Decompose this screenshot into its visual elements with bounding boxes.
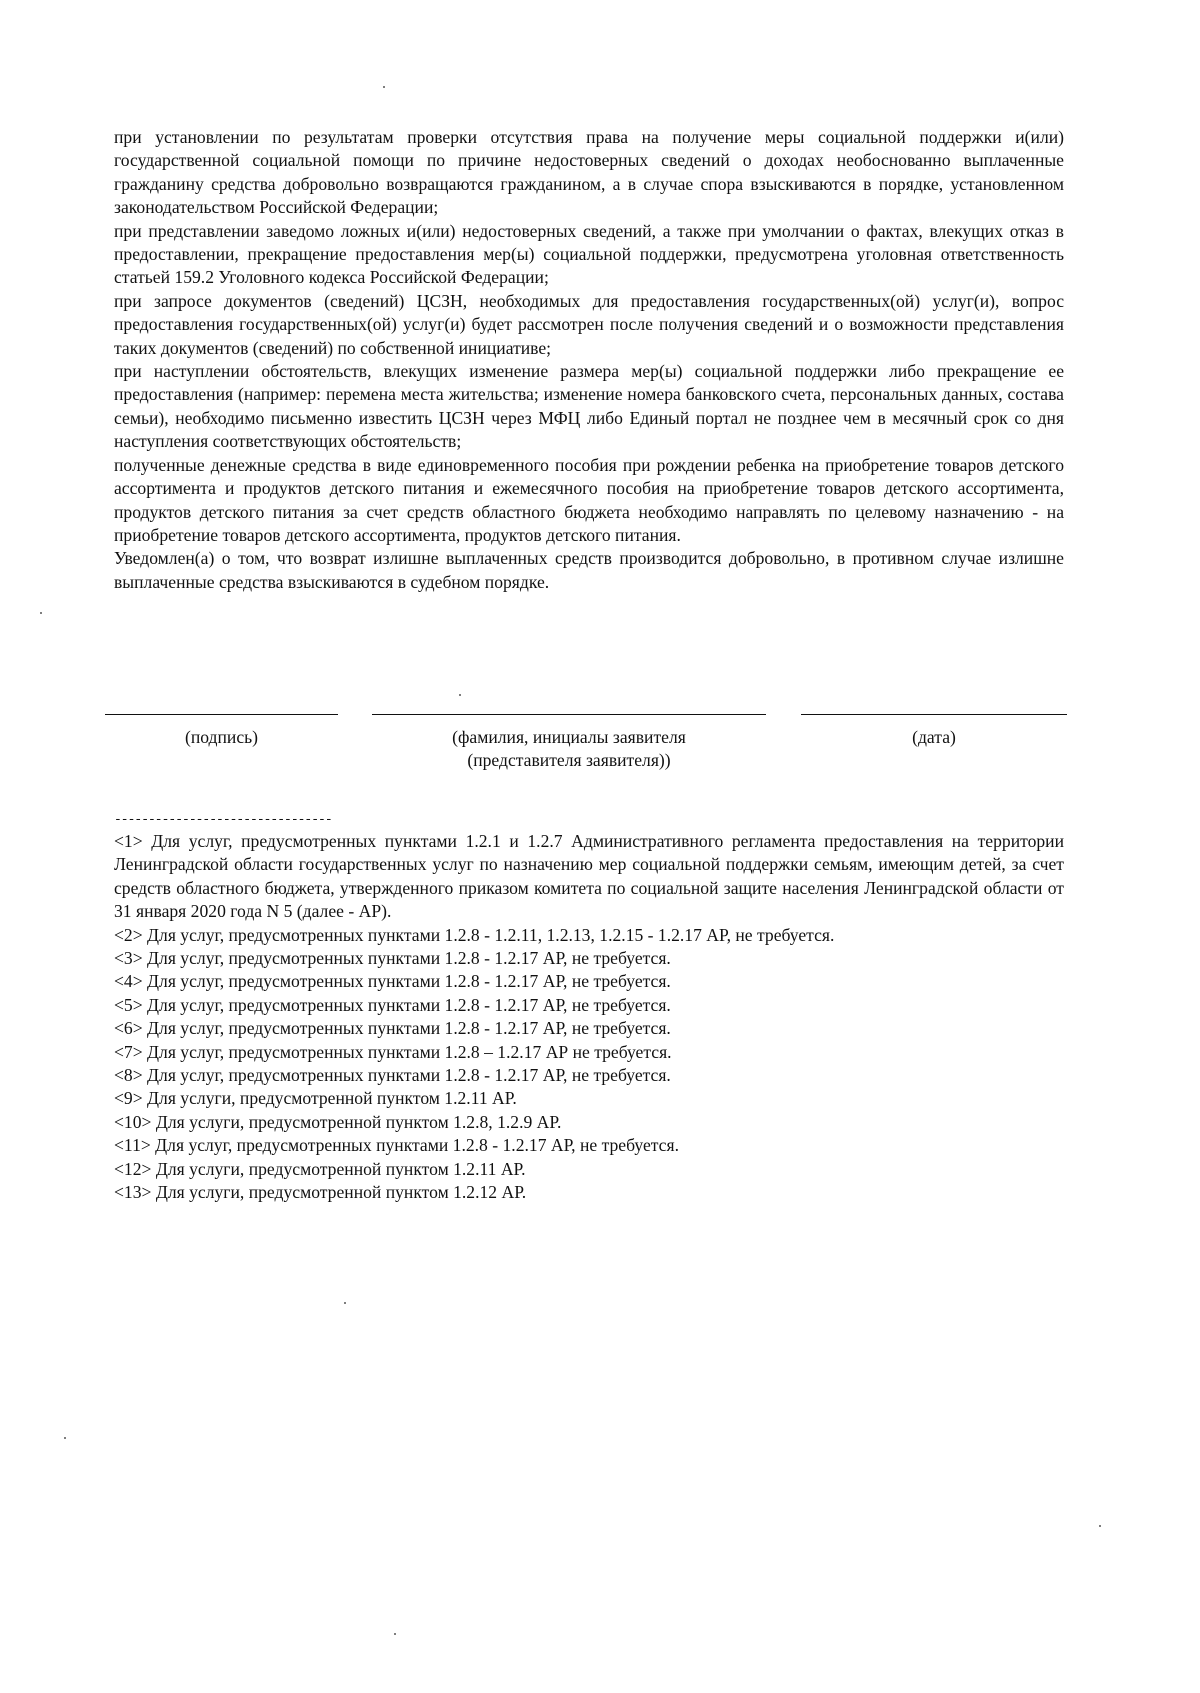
- footnote-item: <11> Для услуг, предусмотренных пунктами 1.2.8 - 1.2.17 АР, не требуется.: [114, 1135, 679, 1156]
- name-label: [372, 726, 766, 772]
- scan-speck: [459, 694, 461, 696]
- footnote-item: <9> Для услуги, предусмотренной пунктом 1.2.11 АР.: [114, 1088, 517, 1109]
- footnote-item: <4> Для услуг, предусмотренных пунктами 1.2.8 - 1.2.17 АР, не требуется.: [114, 971, 671, 992]
- name-label-line-2: (представителя заявителя)): [467, 750, 671, 770]
- scan-speck: [1099, 1525, 1101, 1527]
- scan-speck: [40, 612, 42, 614]
- footnote-item: <10> Для услуги, предусмотренной пунктом 1.2.8, 1.2.9 АР.: [114, 1111, 562, 1132]
- footnote-item: <7> Для услуг, предусмотренных пунктами 1.2.8 – 1.2.17 АР не требуется.: [114, 1041, 672, 1062]
- paragraph-acknowledgement: Уведомлен(а) о том, что возврат излишне выплаченных средств производится добровольно, в противном случае излишне выплаченные средства взыскиваются в судебном порядке.: [114, 548, 1064, 592]
- footnote-item: <2> Для услуг, предусмотренных пунктами 1.2.8 - 1.2.11, 1.2.13, 1.2.15 - 1.2.17 АР, не требуется.: [114, 924, 835, 945]
- footnote-item: <3> Для услуг, предусмотренных пунктами 1.2.8 - 1.2.17 АР, не требуется.: [114, 948, 671, 969]
- footnote-item: <13> Для услуги, предусмотренной пунктом 1.2.12 АР.: [114, 1182, 527, 1203]
- footnote-item: <8> Для услуг, предусмотренных пунктами 1.2.8 - 1.2.17 АР, не требуется.: [114, 1065, 671, 1086]
- footnote-item: <12> Для услуги, предусмотренной пунктом 1.2.11 АР.: [114, 1158, 526, 1179]
- signature-label: (подпись): [184, 727, 259, 747]
- paragraph-change-notification: при наступлении обстоятельств, влекущих изменение размера мер(ы) социальной поддержки либо прекращение ее предоставления (например: перемена места жительства; изменение номера банковского счета, персональных данных, состава семьи), необходимо письменно известить ЦСЗН через МФЦ либо Единый портал не позднее чем в месячный срок со дня наступления соответствующих обстоятельств;: [114, 361, 1064, 452]
- footnotes-list: [114, 830, 1064, 1205]
- footnote-item: <1> Для услуг, предусмотренных пунктами 1.2.1 и 1.2.7 Административного регламента предоставления на территории Ленинградской области государственных услуг по назначению мер социальной поддержки семьям, имеющим детей, за счет средств областного бюджета, утвержденного приказом комитета по социальной защите населения Ленинградской области от 31 января 2020 года N 5 (далее - АР).: [114, 831, 1064, 922]
- scan-speck: [64, 1437, 66, 1439]
- footnote-separator: --------------------------------: [114, 812, 332, 827]
- paragraph-targeted-use: полученные денежные средства в виде единовременного пособия при рождении ребенка на приобретение товаров детского ассортимента и продуктов детского питания и ежемесячного пособия на приобретение товаров детского ассортимента, продуктов детского питания за счет средств областного бюджета необходимо направлять по целевому назначению - на приобретение товаров детского ассортимента, продуктов детского питания.: [114, 454, 1064, 545]
- paragraph-criminal-liability: при представлении заведомо ложных и(или) недостоверных сведений, а также при умолчании о фактах, влекущих отказ в предоставлении, прекращение предоставления мер(ы) социальной поддержки, предусмотрена уголовная ответственность статьей 159.2 Уголовного кодекса Российской Федерации;: [114, 220, 1064, 288]
- scan-speck: [394, 1633, 396, 1635]
- date-line: [801, 714, 1067, 715]
- paragraph-overpayment-return: при установлении по результатам проверки отсутствия права на получение меры социальной поддержки и(или) государственной социальной помощи по причине недостоверных сведений о доходах необоснованно выплаченные гражданину средства добровольно возвращаются гражданином, а в случае спора взыскиваются в порядке, установленном законодательством Российской Федерации;: [114, 127, 1064, 218]
- footnote-item: <6> Для услуг, предусмотренных пунктами 1.2.8 - 1.2.17 АР, не требуется.: [114, 1018, 671, 1039]
- scan-speck: [383, 86, 385, 88]
- scan-speck: [344, 1302, 346, 1304]
- date-label: (дата): [912, 727, 956, 747]
- footnote-item: <5> Для услуг, предусмотренных пунктами 1.2.8 - 1.2.17 АР, не требуется.: [114, 994, 671, 1015]
- notice-body: [114, 126, 1064, 594]
- signature-line: [105, 714, 338, 715]
- paragraph-document-request: при запросе документов (сведений) ЦСЗН, необходимых для предоставления государственных(ой) услуг(и), вопрос предоставления государственных(ой) услуг(и) будет рассмотрен после получения сведений и о возможности представления таких документов (сведений) по собственной инициативе;: [114, 290, 1064, 358]
- name-line: [372, 714, 766, 715]
- name-label-line-1: (фамилия, инициалы заявителя: [452, 727, 686, 747]
